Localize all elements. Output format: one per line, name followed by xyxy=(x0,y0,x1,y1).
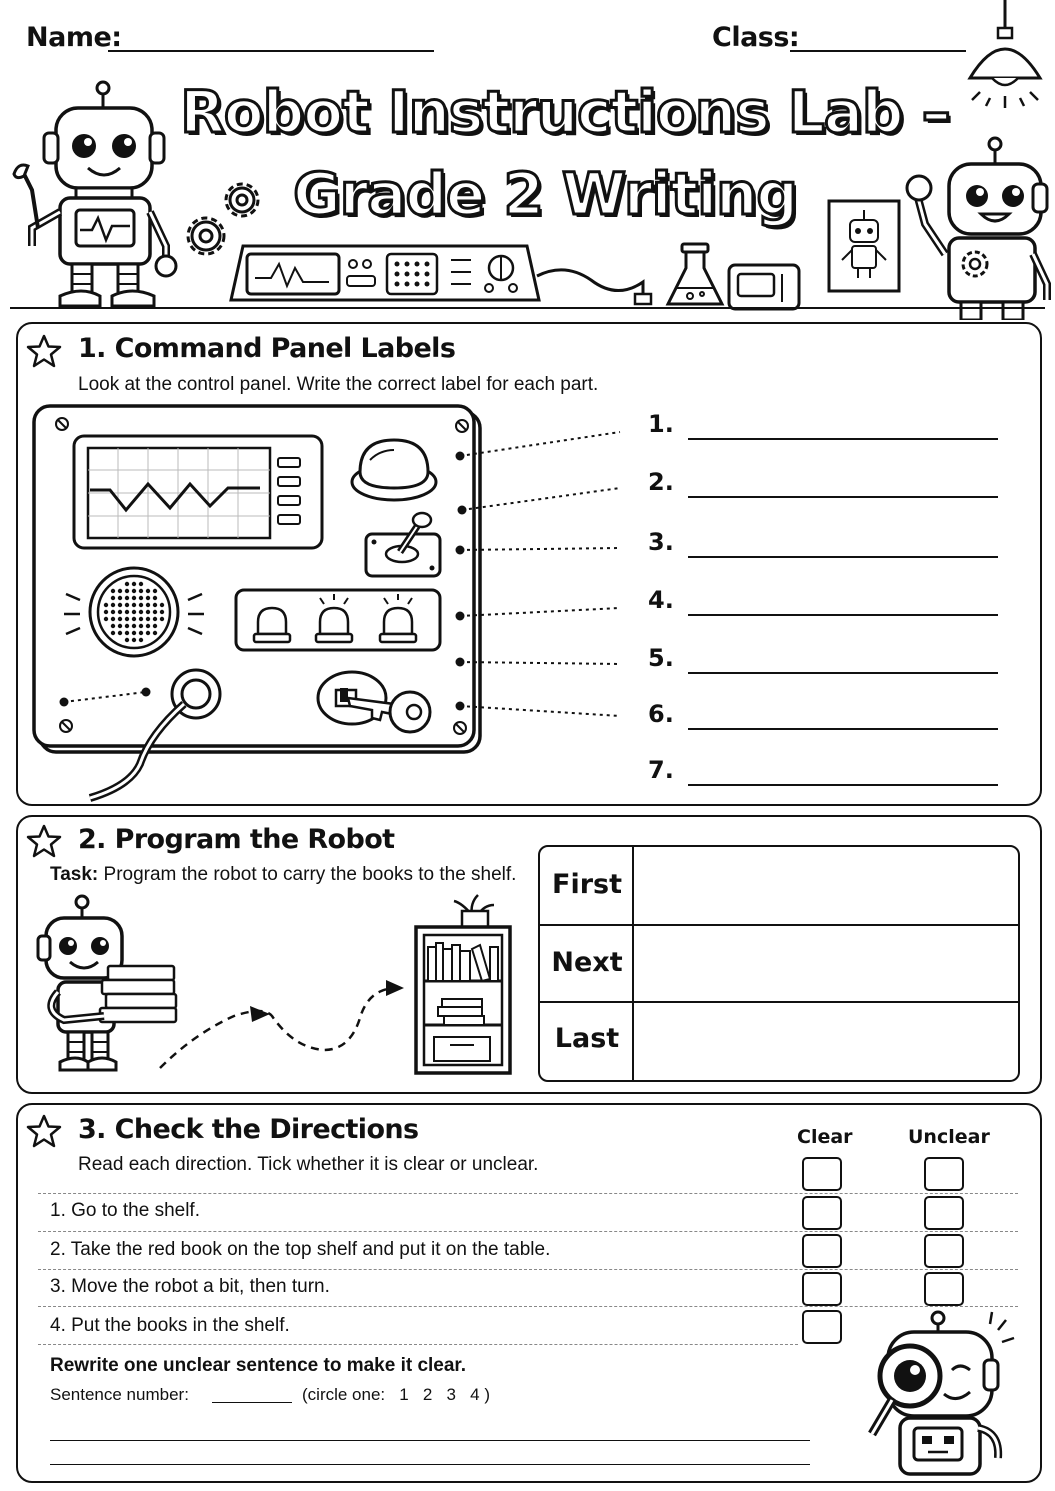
speaker-hole xyxy=(146,603,150,607)
unclear-checkbox-2[interactable] xyxy=(924,1234,964,1268)
speaker-hole xyxy=(139,582,143,586)
step-next-label: Next xyxy=(551,947,623,978)
speaker-hole xyxy=(125,582,129,586)
speaker-hole xyxy=(146,624,150,628)
speaker-hole xyxy=(118,610,122,614)
speaker-hole xyxy=(132,631,136,635)
sequence-row-separator xyxy=(540,924,1018,926)
speaker-hole xyxy=(146,617,150,621)
speaker-hole xyxy=(104,610,108,614)
answer-line-6[interactable] xyxy=(688,728,998,730)
speaker-hole xyxy=(118,603,122,607)
rewrite-prompt: Rewrite one unclear sentence to make it clear. xyxy=(50,1355,467,1376)
speaker-hole xyxy=(139,596,143,600)
speaker-hole xyxy=(125,596,129,600)
step-first-label: First xyxy=(552,869,622,900)
speaker-hole xyxy=(139,638,143,642)
path-arrow-icon xyxy=(154,976,414,1076)
magnifier-robot-icon xyxy=(858,1308,1018,1478)
direction-3: 3. Move the robot a bit, then turn. xyxy=(50,1276,330,1297)
clear-checkbox-4[interactable] xyxy=(802,1310,842,1344)
class-field[interactable] xyxy=(790,50,966,52)
star-icon xyxy=(26,824,62,858)
rewrite-line-2[interactable] xyxy=(50,1464,810,1465)
answer-line-3[interactable] xyxy=(688,556,998,558)
speaker-hole xyxy=(111,617,115,621)
speaker-hole xyxy=(125,589,129,593)
clear-checkbox-2[interactable] xyxy=(802,1234,842,1268)
row-divider xyxy=(38,1306,1018,1307)
row-divider xyxy=(38,1231,1018,1232)
direction-1: 1. Go to the shelf. xyxy=(50,1200,200,1221)
section3-title: 3. Check the Directions xyxy=(78,1114,419,1145)
clear-checkbox[interactable] xyxy=(802,1157,842,1191)
row-divider xyxy=(38,1269,1018,1270)
speaker-hole xyxy=(146,631,150,635)
speaker-hole xyxy=(153,617,157,621)
task-text: Program the robot to carry the books to the shelf. xyxy=(103,864,517,885)
column-unclear-header: Unclear xyxy=(908,1126,990,1148)
speaker-hole xyxy=(153,596,157,600)
clear-checkbox-3[interactable] xyxy=(802,1272,842,1306)
section1-title: 1. Command Panel Labels xyxy=(78,333,456,364)
step-next-answer[interactable] xyxy=(636,927,1014,999)
sentence-number-label: Sentence number: xyxy=(50,1385,189,1404)
star-icon xyxy=(26,1114,62,1148)
unclear-checkbox-1[interactable] xyxy=(924,1196,964,1230)
speaker-hole xyxy=(146,589,150,593)
cable-icon xyxy=(535,256,655,306)
robot-icon xyxy=(8,78,183,314)
rewrite-line-1[interactable] xyxy=(50,1440,810,1441)
star-icon xyxy=(26,334,62,368)
speaker-hole xyxy=(125,610,129,614)
bookshelf-icon xyxy=(412,893,514,1077)
speaker-hole xyxy=(132,638,136,642)
step-last-answer[interactable] xyxy=(636,1004,1014,1076)
control-console-icon xyxy=(225,238,545,310)
speaker-hole xyxy=(153,610,157,614)
section3-instructions: Read each direction. Tick whether it is clear or unclear. xyxy=(78,1154,539,1175)
speaker-hole xyxy=(160,603,164,607)
speaker-hole xyxy=(104,617,108,621)
header-floor-line xyxy=(10,307,1045,309)
name-field[interactable] xyxy=(108,50,434,52)
answer-line-4[interactable] xyxy=(688,614,998,616)
speaker-hole xyxy=(160,610,164,614)
speaker-hole xyxy=(139,624,143,628)
answer-number-4: 4. xyxy=(648,586,674,614)
speaker-hole xyxy=(125,631,129,635)
speaker-hole xyxy=(111,603,115,607)
answer-line-1[interactable] xyxy=(688,438,998,440)
speaker-hole xyxy=(118,617,122,621)
speaker-hole xyxy=(111,631,115,635)
speaker-hole xyxy=(125,617,129,621)
speaker-hole xyxy=(160,617,164,621)
answer-number-5: 5. xyxy=(648,644,674,672)
speaker-hole xyxy=(132,603,136,607)
section1-instructions: Look at the control panel. Write the correct label for each part. xyxy=(78,374,599,395)
name-label: Name: xyxy=(26,22,122,53)
speaker-hole xyxy=(139,631,143,635)
speaker-hole xyxy=(146,596,150,600)
device-icon xyxy=(726,262,804,312)
sequence-row-separator xyxy=(540,1001,1018,1003)
class-label: Class: xyxy=(712,22,800,53)
speaker-hole xyxy=(153,624,157,628)
answer-line-5[interactable] xyxy=(688,672,998,674)
speaker-hole xyxy=(139,603,143,607)
section2-title: 2. Program the Robot xyxy=(78,824,395,855)
answer-line-7[interactable] xyxy=(688,784,998,786)
answer-number-1: 1. xyxy=(648,410,674,438)
speaker-hole xyxy=(139,610,143,614)
speaker-hole xyxy=(118,631,122,635)
speaker-hole xyxy=(118,589,122,593)
speaker-hole xyxy=(153,631,157,635)
answer-number-3: 3. xyxy=(648,528,674,556)
speaker-hole xyxy=(111,596,115,600)
page-title-line1: Robot Instructions Lab – xyxy=(180,78,950,146)
speaker-hole xyxy=(132,596,136,600)
robot-poster-icon xyxy=(826,198,902,294)
speaker-hole xyxy=(153,603,157,607)
answer-number-7: 7. xyxy=(648,756,674,784)
answer-line-2[interactable] xyxy=(688,496,998,498)
speaker-hole xyxy=(118,624,122,628)
task-label: Task: xyxy=(50,864,99,885)
speaker-hole xyxy=(132,589,136,593)
speaker-hole xyxy=(111,610,115,614)
sentence-number-field[interactable] xyxy=(212,1402,292,1403)
speaker-hole xyxy=(111,589,115,593)
page-title-line2: Grade 2 Writing xyxy=(293,160,797,228)
row-divider xyxy=(38,1344,798,1345)
speaker-hole xyxy=(125,603,129,607)
unclear-checkbox[interactable] xyxy=(924,1157,964,1191)
step-last-label: Last xyxy=(554,1023,620,1054)
control-panel-illustration xyxy=(30,404,630,804)
speaker-hole xyxy=(153,589,157,593)
speaker-hole xyxy=(118,596,122,600)
speaker-hole xyxy=(132,617,136,621)
speaker-hole xyxy=(139,589,143,593)
speaker-hole xyxy=(132,624,136,628)
speaker-hole xyxy=(146,610,150,614)
unclear-checkbox-3[interactable] xyxy=(924,1272,964,1306)
answer-number-2: 2. xyxy=(648,468,674,496)
clear-checkbox-1[interactable] xyxy=(802,1196,842,1230)
answer-number-6: 6. xyxy=(648,700,674,728)
step-first-answer[interactable] xyxy=(636,849,1014,923)
circle-one-options[interactable]: (circle one: 1 2 3 4 ) xyxy=(302,1385,491,1404)
speaker-hole xyxy=(139,617,143,621)
flask-icon xyxy=(662,240,728,310)
direction-2: 2. Take the red book on the top shelf and put it on the table. xyxy=(50,1239,551,1260)
speaker-hole xyxy=(132,582,136,586)
waving-robot-icon xyxy=(905,134,1055,320)
speaker-hole xyxy=(111,624,115,628)
sequence-table xyxy=(538,845,1020,1082)
row-divider xyxy=(38,1193,1018,1194)
speaker-hole xyxy=(104,603,108,607)
section2-task xyxy=(50,864,516,886)
speaker-hole xyxy=(132,610,136,614)
direction-4: 4. Put the books in the shelf. xyxy=(50,1315,290,1336)
speaker-hole xyxy=(125,638,129,642)
column-clear-header: Clear xyxy=(797,1126,853,1148)
speaker-hole xyxy=(125,624,129,628)
